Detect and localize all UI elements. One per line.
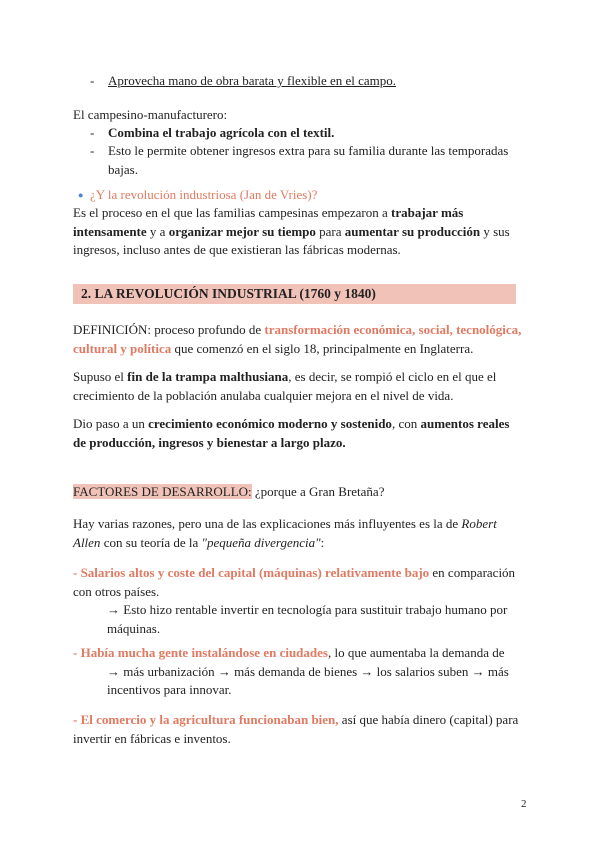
list-item: - Aprovecha mano de obra barata y flexible en el campo. bbox=[90, 72, 520, 91]
paragraph-intro: El campesino-manufacturero: bbox=[73, 107, 228, 122]
factores-heading: FACTORES DE DESARROLLO: ¿porque a Gran Bretaña? bbox=[73, 484, 385, 499]
arrow-explanation: → Esto hizo rentable invertir en tecnología para sustituir trabajo humano por máquinas. bbox=[107, 602, 508, 636]
paragraph-definicion: DEFINICIÓN: proceso profundo de transformación económica, social, tecnológica, cultural y política que comenzó en el siglo 18, principalmente en Inglaterra. bbox=[73, 322, 522, 356]
list-item-text: Combina el trabajo agrícola con el textil. bbox=[108, 125, 335, 140]
page-number: 2 bbox=[521, 798, 527, 810]
question-heading: ¿Y la revolución industriosa (Jan de Vries)? bbox=[90, 187, 318, 202]
factor-ciudades: - Había mucha gente instalándose en ciudades, lo que aumentaba la demanda de → más urbanización → más demanda de bienes → los salarios suben → más incentivos para innovar. bbox=[73, 644, 525, 700]
factor-comercio: - El comercio y la agricultura funcionaban bien, así que había dinero (capital) para invertir en fábricas e inventos. bbox=[73, 712, 519, 746]
factores-label: FACTORES DE DESARROLLO: bbox=[73, 484, 252, 499]
bullet-icon: ● bbox=[78, 190, 84, 200]
paragraph-malthus: Supuso el fin de la trampa malthusiana, es decir, se rompió el ciclo en el que el crecimiento de la población anulaba cualquier mejora en el nivel de vida. bbox=[73, 369, 497, 403]
paragraph-allen: Hay varias razones, pero una de las explicaciones más influyentes es la de Robert Allen con su teoría de la "pequeña divergencia": bbox=[73, 516, 497, 550]
factor-salarios: - Salarios altos y coste del capital (máquinas) relativamente bajo en comparación con otros países. → Esto hizo rentable invertir en tecnología para sustituir trabajo humano por máquinas. bbox=[73, 564, 525, 638]
paragraph-industriosa: Es el proceso en el que las familias campesinas empezaron a trabajar más intensamente y a organizar mejor su tiempo para aumentar su producción y sus ingresos, incluso antes de que existieran las fábricas modernas. bbox=[73, 205, 510, 257]
section-heading: 2. LA REVOLUCIÓN INDUSTRIAL (1760 y 1840) bbox=[73, 284, 516, 304]
list-item: - Esto le permite obtener ingresos extra para su familia durante las temporadas bajas. bbox=[90, 142, 520, 179]
list-item-text: Aprovecha mano de obra barata y flexible en el campo. bbox=[108, 73, 397, 88]
arrow-explanation: → más urbanización → más demanda de bienes → los salarios suben → más incentivos para innovar. bbox=[107, 663, 509, 697]
list-item-text: Esto le permite obtener ingresos extra para su familia durante las temporadas bajas. bbox=[108, 143, 509, 177]
paragraph-crecimiento: Dio paso a un crecimiento económico moderno y sostenido, con aumentos reales de producción, ingresos y bienestar a largo plazo. bbox=[73, 416, 510, 450]
list-item: - Combina el trabajo agrícola con el textil. bbox=[90, 124, 520, 143]
